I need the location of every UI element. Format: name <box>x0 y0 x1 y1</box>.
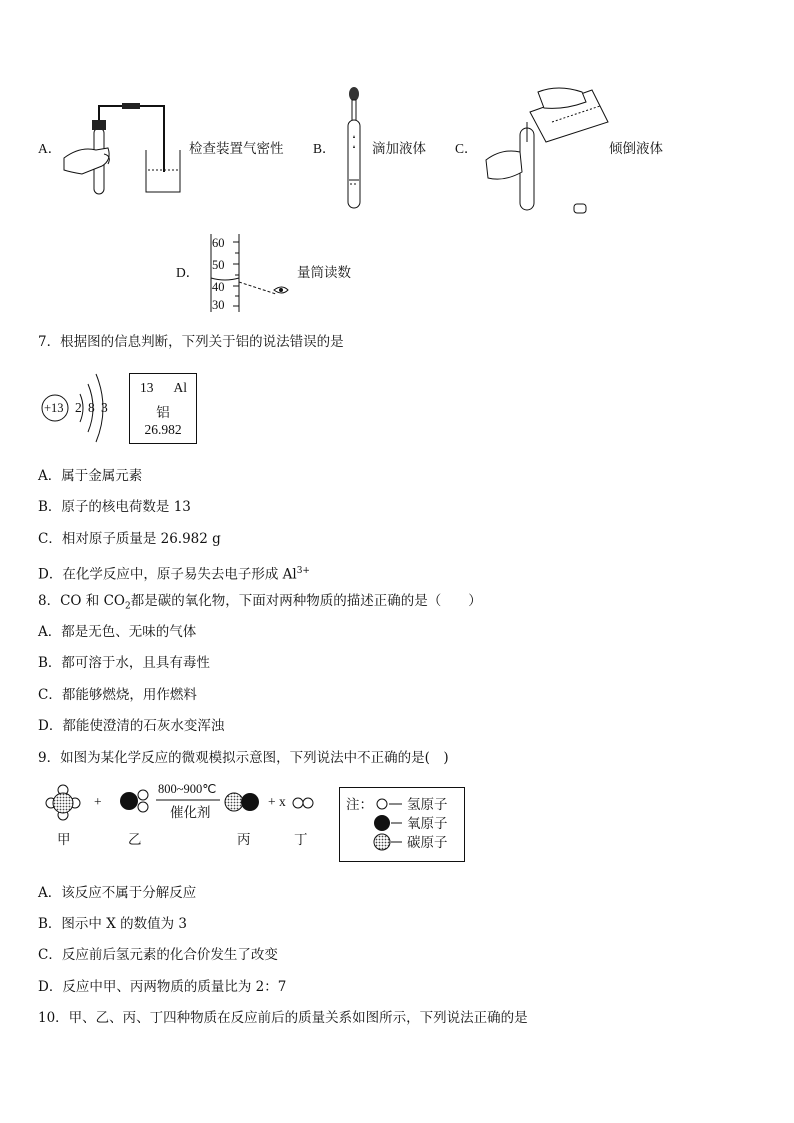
co2-subscript: 2 <box>124 601 131 612</box>
q7-stem: 7．根据图的信息判断，下列关于铝的说法错误的是 <box>38 334 344 350</box>
q9-stem: 9．如图为某化学反应的微观模拟示意图，下列说法中不正确的是( ) <box>38 750 449 766</box>
label-jia: 甲 <box>57 832 71 848</box>
legend-title: 注： <box>346 797 373 813</box>
q7-option-d-text: D．在化学反应中，原子易失去电子形成 Al <box>38 566 297 583</box>
legend-carbon-label: 碳原子 <box>407 835 448 851</box>
option-a-letter: A． <box>38 141 62 156</box>
option-b-letter: B． <box>313 141 336 156</box>
q9-option-b: B．图示中 X 的数值为 3 <box>38 916 187 932</box>
coefficient-x: + x <box>268 794 286 809</box>
element-symbol: Al <box>173 380 187 395</box>
option-c-caption: 倾倒液体 <box>609 141 663 157</box>
shell-1-electrons: 2 <box>75 400 82 415</box>
q7-option-b: B．原子的核电荷数是 13 <box>38 499 191 515</box>
legend-hydrogen-label: 氢原子 <box>407 797 448 813</box>
option-d-letter: D． <box>176 265 200 280</box>
label-ding: 丁 <box>294 832 308 848</box>
tick-label-50: 50 <box>212 258 225 272</box>
label-bing: 丙 <box>237 832 251 848</box>
q10-stem: 10．甲、乙、丙、丁四种物质在反应前后的质量关系如图所示，下列说法正确的是 <box>38 1010 528 1026</box>
airtightness-check-illustration <box>62 100 192 200</box>
q9-option-d: D．反应中甲、丙两物质的质量比为 2：7 <box>38 979 287 995</box>
hydrogen-molecule-icon <box>292 796 316 810</box>
tick-label-40: 40 <box>212 280 225 294</box>
q8-stem-end: 都是碳的氧化物，下面对两种物质的描述正确的是（ ） <box>130 593 482 609</box>
tick-label-60: 60 <box>212 236 225 250</box>
legend-oxygen-label: 氧原子 <box>407 816 448 832</box>
carbon-monoxide-molecule-icon <box>224 792 260 814</box>
reaction-catalyst: 催化剂 <box>170 805 211 821</box>
q9-option-a: A．该反应不属于分解反应 <box>38 885 197 901</box>
option-d-caption: 量筒读数 <box>297 265 351 281</box>
q7-option-a: A．属于金属元素 <box>38 468 143 484</box>
q7-option-c: C．相对原子质量是 26.982 g <box>38 531 221 547</box>
q7-option-d <box>38 562 310 584</box>
legend-carbon-icon <box>372 832 406 852</box>
tick-label-30: 30 <box>212 298 225 312</box>
q8-stem <box>38 592 482 616</box>
legend-hydrogen-icon <box>376 796 406 814</box>
atomic-mass: 26.982 <box>144 422 182 437</box>
plus-sign: + <box>94 794 102 809</box>
nucleus-charge: +13 <box>44 401 64 415</box>
q9-option-c: C．反应前后氢元素的化合价发生了改变 <box>38 947 278 963</box>
ion-charge-superscript: 3+ <box>296 566 310 576</box>
option-c-letter: C． <box>455 141 478 156</box>
q8-stem-start: 8．CO 和 CO <box>38 593 125 609</box>
shell-2-electrons: 8 <box>88 400 95 415</box>
element-name: 铝 <box>156 405 170 420</box>
dropper-illustration <box>340 86 370 214</box>
methane-molecule-icon <box>44 784 84 822</box>
q8-option-b: B．都可溶于水，且具有毒性 <box>38 655 210 671</box>
element-card <box>129 373 197 444</box>
water-molecule-icon <box>118 788 154 818</box>
q8-option-a: A．都是无色、无味的气体 <box>38 624 197 640</box>
pouring-liquid-illustration <box>482 82 614 218</box>
legend-oxygen-icon <box>372 813 406 833</box>
atomic-number: 13 <box>140 380 154 395</box>
option-a-caption: 检查装置气密性 <box>189 141 284 157</box>
option-b-caption: 滴加液体 <box>372 141 426 157</box>
q8-option-d: D．都能使澄清的石灰水变浑浊 <box>38 718 225 734</box>
reaction-arrow <box>156 798 222 802</box>
q8-option-c: C．都能够燃烧，用作燃料 <box>38 687 197 703</box>
label-yi: 乙 <box>128 832 142 848</box>
reaction-temperature: 800~900℃ <box>158 782 217 796</box>
shell-3-electrons: 3 <box>101 400 108 415</box>
